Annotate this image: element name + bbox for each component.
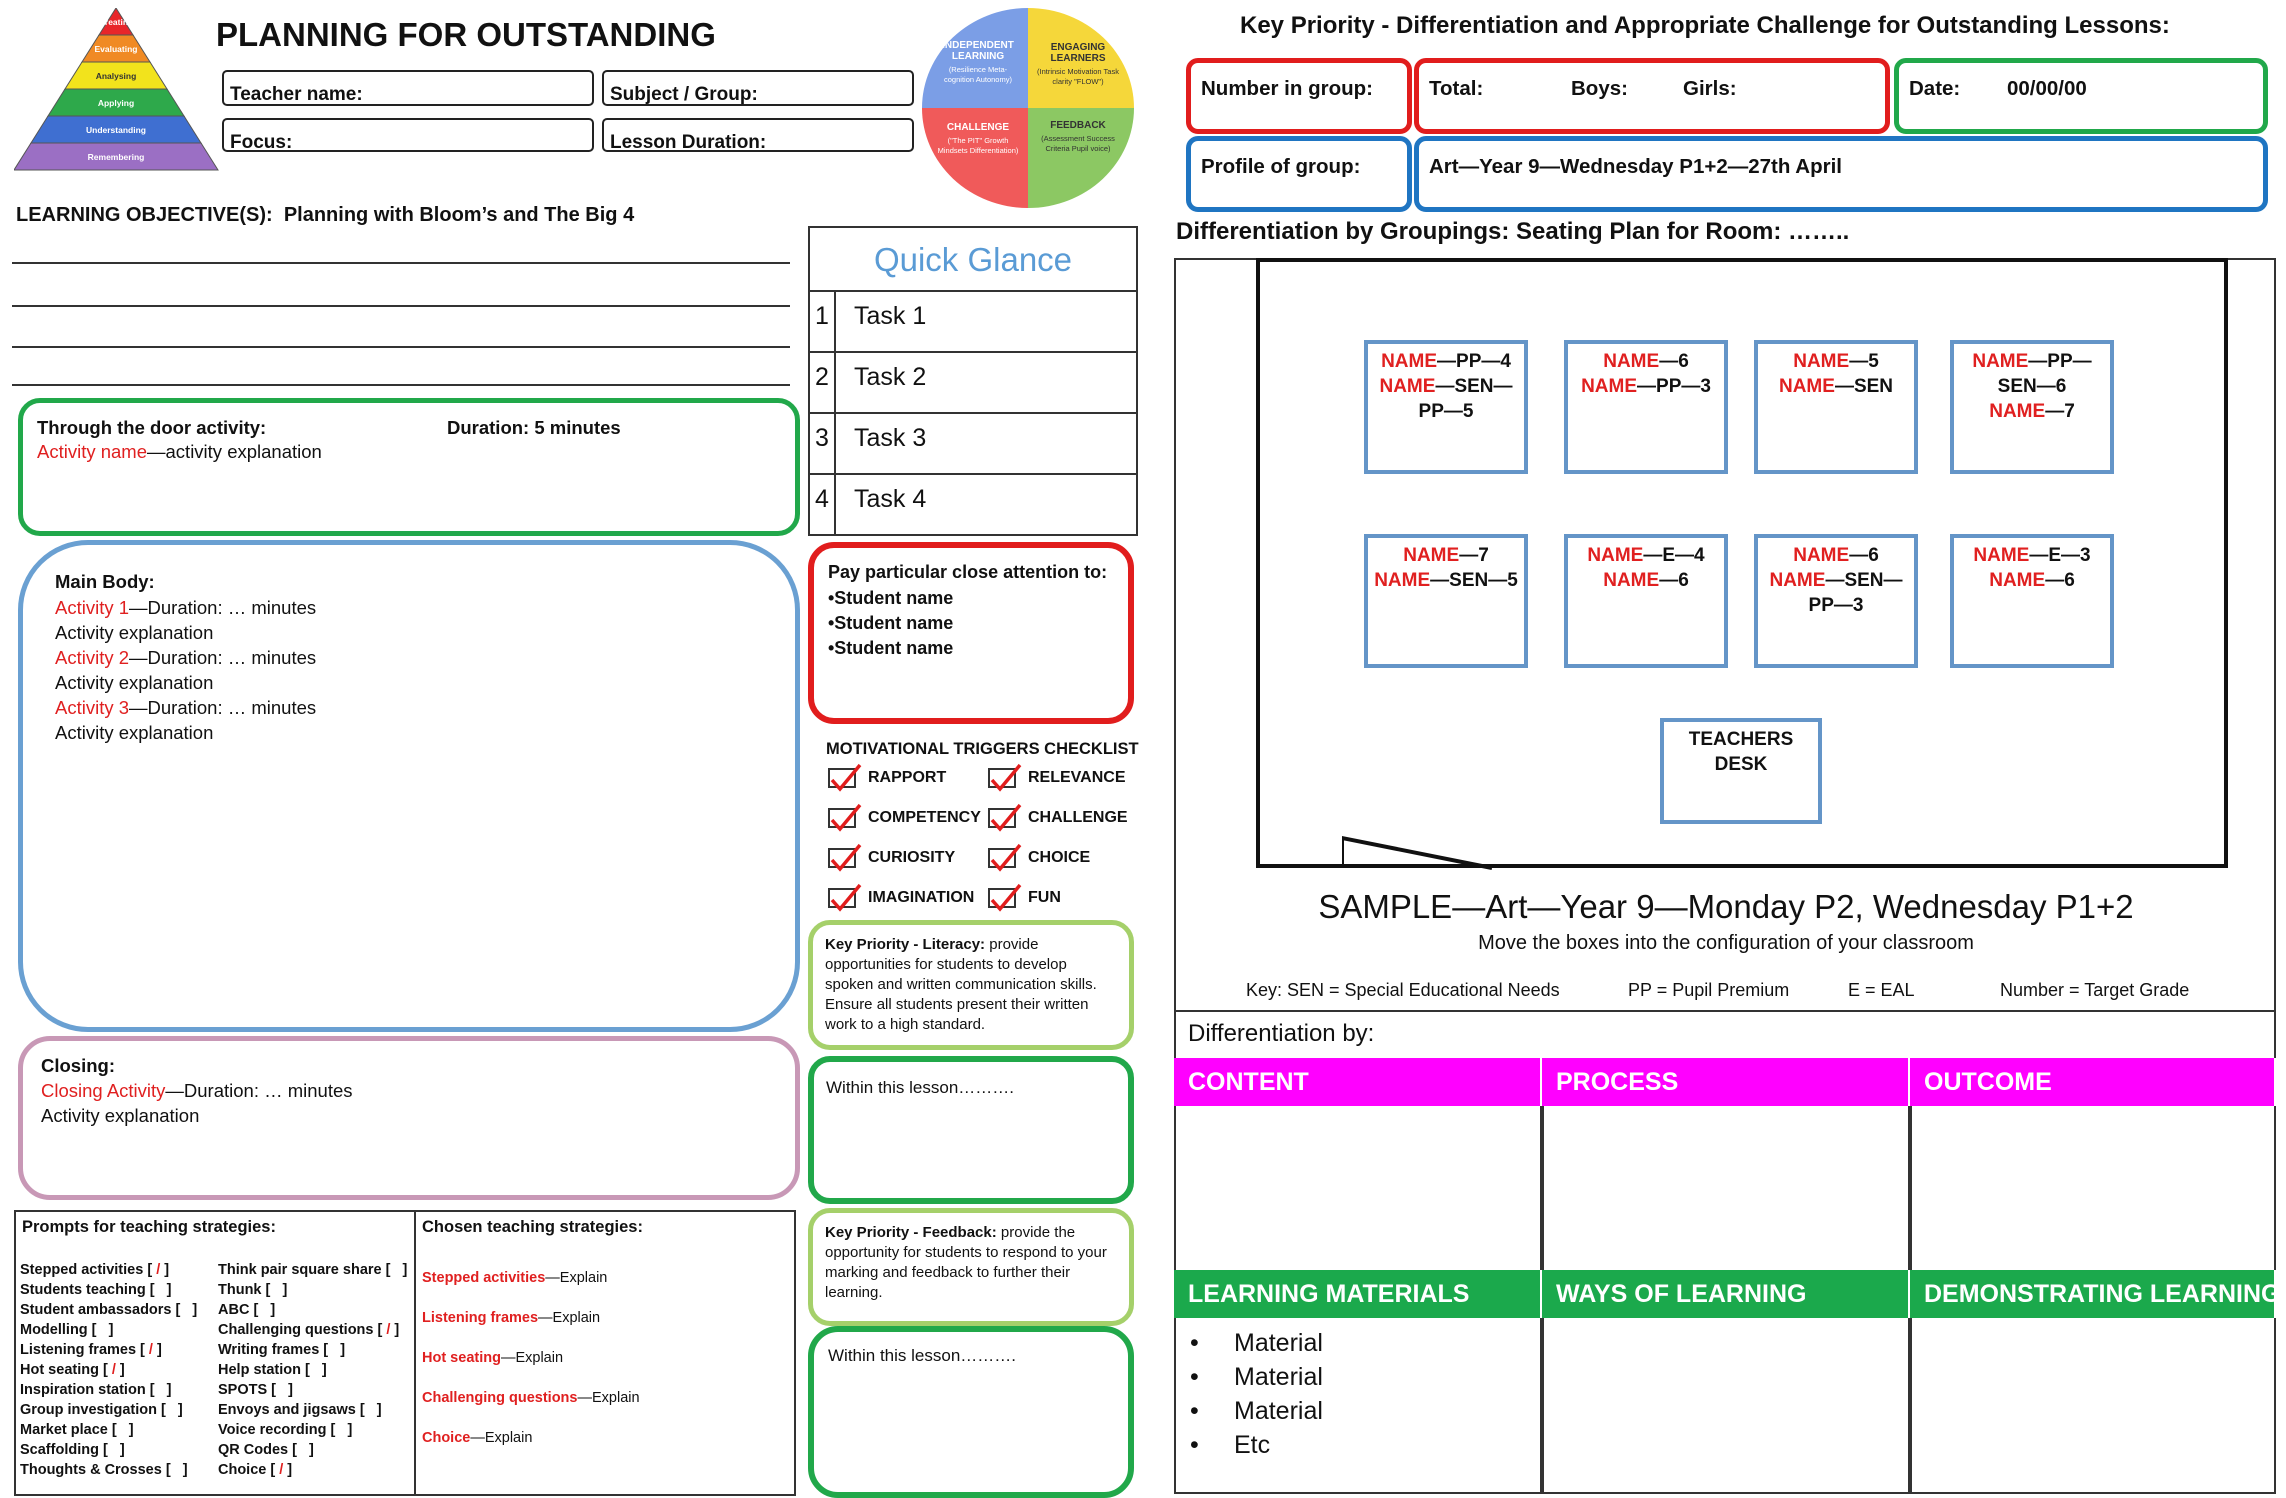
lesson-duration-field[interactable]: Lesson Duration:	[602, 118, 914, 152]
strategy-prompt[interactable]: Students teaching [ ]	[20, 1282, 172, 1298]
strategy-prompt[interactable]: Thunk [ ]	[218, 1282, 288, 1298]
big4-engaging-learners: ENGAGING LEARNERS (Intrinsic Motivation Task clarity "FLOW")	[1028, 8, 1134, 108]
student-desk[interactable]: NAME—5 NAME—SEN	[1754, 340, 1918, 474]
pyramid-label: Analysing	[95, 71, 137, 81]
diff-cell[interactable]	[1174, 1106, 1542, 1270]
within-lesson-text: Within this lesson……….	[826, 1078, 1014, 1097]
divider	[1174, 1010, 2276, 1012]
date-label: Date:	[1909, 77, 1961, 100]
quick-glance-task[interactable]	[808, 292, 1138, 353]
attention-box[interactable]	[808, 542, 1134, 724]
quick-glance-task[interactable]	[808, 414, 1138, 475]
material-item: • Etc	[1190, 1431, 1271, 1459]
strategy-prompt[interactable]: Challenging questions [ / ]	[218, 1322, 400, 1338]
within-lesson-text: Within this lesson……….	[828, 1346, 1016, 1365]
big4-challenge: CHALLENGE ("The PIT" Growth Mindsets Differentiation)	[922, 108, 1028, 208]
strategy-prompt[interactable]: Modelling [ ]	[20, 1322, 114, 1338]
trigger-checkbox[interactable]	[988, 808, 1128, 828]
check-icon[interactable]	[988, 808, 1016, 828]
boys-label: Boys:	[1571, 77, 1628, 100]
prompts-column-1	[20, 1260, 197, 1480]
key-target-grade: Number = Target Grade	[2000, 980, 2190, 1000]
chosen-strategy: Choice—Explain	[422, 1430, 533, 1446]
pyramid-label: Understanding	[86, 125, 146, 135]
student-desk[interactable]: NAME—7 NAME—SEN—5	[1364, 534, 1528, 668]
big4-circle	[922, 8, 1134, 208]
door-duration: Duration: 5 minutes	[447, 417, 621, 438]
date-value: 00/00/00	[2007, 77, 2087, 100]
task-number: 3	[810, 414, 836, 473]
check-icon[interactable]	[828, 768, 856, 788]
chosen-strategies-box[interactable]	[414, 1210, 796, 1496]
quick-glance-task[interactable]	[808, 353, 1138, 414]
material-item: • Material	[1190, 1329, 1323, 1357]
girls-label: Girls:	[1683, 77, 1737, 100]
diff-header: LEARNING MATERIALS	[1174, 1270, 1542, 1318]
task-number: 4	[810, 475, 836, 534]
task-label: Task 3	[854, 424, 927, 452]
date-box[interactable]	[1894, 58, 2268, 134]
trigger-label: IMAGINATION	[868, 889, 975, 907]
student-desk[interactable]: NAME—6 NAME—PP—3	[1564, 340, 1728, 474]
profile-value-box[interactable]	[1414, 136, 2268, 212]
check-icon[interactable]	[828, 888, 856, 908]
within-lesson-box-1[interactable]	[808, 1056, 1134, 1204]
trigger-label: CURIOSITY	[868, 849, 956, 867]
strategy-prompt[interactable]: Stepped activities [ / ]	[20, 1262, 170, 1278]
focus-field[interactable]: Focus:	[222, 118, 594, 152]
chosen-strategy: Stepped activities—Explain	[422, 1270, 608, 1286]
door-activity: Activity name—activity explanation	[37, 441, 322, 462]
blooms-pyramid	[14, 8, 222, 176]
task-label: Task 4	[854, 485, 927, 513]
number-in-group-label: Number in group:	[1201, 77, 1373, 100]
trigger-label: FUN	[1028, 889, 1061, 907]
key-pp: PP = Pupil Premium	[1628, 980, 1790, 1000]
feedback-text: Key Priority - Feedback: provide the opportunity for students to respond to your marking and feedback to further their learning.	[825, 1224, 1107, 1301]
objective-line[interactable]	[12, 262, 790, 264]
student-desk[interactable]: NAME—E—4 NAME—6	[1564, 534, 1728, 668]
trigger-checkbox[interactable]	[828, 848, 955, 868]
strategy-prompt[interactable]: ABC [ ]	[218, 1302, 276, 1318]
diff-cell[interactable]	[1910, 1318, 2276, 1494]
big4-independent-learning: INDEPENDENT LEARNING (Resilience Meta-cognition Autonomy)	[922, 8, 1028, 108]
trigger-label: CHALLENGE	[1028, 809, 1128, 827]
diff-header: CONTENT	[1174, 1058, 1542, 1106]
door-icon	[1342, 832, 1502, 872]
objective-line[interactable]	[12, 346, 790, 348]
main-body-label: Main Body:	[55, 571, 155, 592]
strategy-prompt[interactable]: Scaffolding [ ]	[20, 1442, 125, 1458]
strategy-prompt[interactable]: Thoughts & Crosses [ ]	[20, 1462, 188, 1478]
check-icon[interactable]	[988, 768, 1016, 788]
task-label: Task 2	[854, 363, 927, 391]
main-activity-2: Activity 2—Duration: … minutes	[55, 647, 317, 668]
material-item: • Material	[1190, 1397, 1323, 1425]
main-body-box[interactable]	[18, 540, 800, 1032]
student-desk[interactable]: NAME—E—3 NAME—6	[1950, 534, 2114, 668]
material-item: • Material	[1190, 1363, 1323, 1391]
pyramid-label: Applying	[97, 98, 135, 108]
chosen-strategy: Hot seating—Explain	[422, 1350, 564, 1366]
strategy-prompt[interactable]: Student ambassadors [ ]	[20, 1302, 198, 1318]
literacy-text: Key Priority - Literacy: provide opportunities for students to develop spoken and written communication skills. Ensure all students present their written work to a high standard.	[825, 936, 1097, 1033]
strategy-prompt[interactable]: Group investigation [ ]	[20, 1402, 183, 1418]
closing-label: Closing:	[41, 1055, 115, 1076]
attention-student: •Student name	[828, 613, 954, 633]
sample-caption: SAMPLE—Art—Year 9—Monday P2, Wednesday P1+2	[1318, 888, 2134, 925]
strategy-prompt[interactable]: Writing frames [ ]	[218, 1342, 346, 1358]
student-desk[interactable]: NAME—6 NAME—SEN— PP—3	[1754, 534, 1918, 668]
quick-glance-title: Quick Glance	[808, 226, 1138, 292]
chosen-strategy: Challenging questions—Explain	[422, 1390, 640, 1406]
strategy-prompt[interactable]: Choice [ / ]	[218, 1462, 293, 1478]
task-label: Task 1	[854, 302, 927, 330]
attention-student: •Student name	[828, 588, 954, 608]
teachers-desk[interactable]: TEACHERS DESK	[1660, 718, 1822, 824]
main-activities	[55, 595, 316, 745]
main-activity-1: Activity 1—Duration: … minutes	[55, 597, 317, 618]
diff-cell[interactable]	[1542, 1318, 1910, 1494]
big4-feedback: FEEDBACK (Assessment Success Criteria Pupil voice)	[1028, 108, 1134, 208]
closing-activity: Closing Activity—Duration: … minutes	[41, 1080, 353, 1101]
closing-box[interactable]	[18, 1036, 800, 1200]
profile-label-box	[1186, 136, 1412, 212]
objective-line[interactable]	[12, 384, 790, 386]
attention-student: •Student name	[828, 638, 954, 658]
chosen-title: Chosen teaching strategies:	[422, 1218, 643, 1236]
trigger-checkbox[interactable]	[988, 768, 1126, 788]
check-icon[interactable]	[988, 888, 1016, 908]
profile-value: Art—Year 9—Wednesday P1+2—27th April	[1429, 155, 1843, 178]
diff-cell[interactable]	[1542, 1106, 1910, 1270]
diff-header: DEMONSTRATING LEARNING	[1910, 1270, 2276, 1318]
trigger-label: RELEVANCE	[1028, 769, 1126, 787]
profile-label: Profile of group:	[1201, 155, 1361, 178]
door-label: Through the door activity:	[37, 417, 267, 438]
strategy-prompt[interactable]: SPOTS [ ]	[218, 1382, 293, 1398]
seating-plan-title: Differentiation by Groupings: Seating Plan for Room: ……..	[1176, 218, 1850, 245]
task-number: 2	[810, 353, 836, 412]
number-in-group-box	[1186, 58, 1412, 134]
quick-glance-task[interactable]	[808, 475, 1138, 536]
diff-header: OUTCOME	[1910, 1058, 2276, 1106]
learning-objectives: LEARNING OBJECTIVE(S): Planning with Bloom’s and The Big 4	[16, 204, 635, 226]
trigger-label: COMPETENCY	[868, 809, 981, 827]
main-activity-explain: Activity explanation	[55, 622, 214, 643]
strategy-prompt[interactable]: Market place [ ]	[20, 1422, 134, 1438]
student-desk[interactable]: NAME—PP— SEN—6 NAME—7	[1950, 340, 2114, 474]
strategy-prompt[interactable]: Voice recording [ ]	[218, 1422, 353, 1438]
closing-explain: Activity explanation	[41, 1105, 200, 1126]
prompts-column-2	[218, 1260, 407, 1480]
chosen-strategy: Listening frames—Explain	[422, 1310, 601, 1326]
literacy-box	[808, 920, 1134, 1050]
feedback-box	[808, 1208, 1134, 1326]
within-lesson-box-2[interactable]	[808, 1326, 1134, 1498]
strategy-prompt[interactable]: Listening frames [ / ]	[20, 1342, 162, 1358]
trigger-label: CHOICE	[1028, 849, 1091, 867]
key-sen: Key: SEN = Special Educational Needs	[1246, 980, 1560, 1000]
check-icon[interactable]	[828, 848, 856, 868]
student-desk[interactable]: NAME—PP—4 NAME—SEN— PP—5	[1364, 340, 1528, 474]
attention-title: Pay particular close attention to:	[828, 562, 1108, 582]
prompts-title: Prompts for teaching strategies:	[22, 1218, 276, 1236]
page-title: PLANNING FOR OUTSTANDING	[216, 16, 716, 53]
trigger-checkbox[interactable]	[828, 888, 974, 908]
objective-line[interactable]	[12, 305, 790, 307]
task-number: 1	[810, 292, 836, 351]
diff-cell[interactable]	[1174, 1318, 1542, 1494]
trigger-checkbox[interactable]	[828, 768, 946, 788]
diff-cell[interactable]	[1910, 1106, 2276, 1270]
strategy-prompt[interactable]: Think pair square share [ ]	[218, 1262, 408, 1278]
total-label: Total:	[1429, 77, 1484, 100]
key-eal: E = EAL	[1848, 980, 1915, 1000]
pyramid-label: Creating	[98, 17, 134, 27]
trigger-checkbox[interactable]	[988, 888, 1061, 908]
main-activity-3: Activity 3—Duration: … minutes	[55, 697, 317, 718]
door-activity-box[interactable]	[18, 398, 800, 536]
teacher-name-field[interactable]: Teacher name:	[222, 70, 594, 106]
strategy-prompt[interactable]: Envoys and jigsaws [ ]	[218, 1402, 382, 1418]
diff-header: WAYS OF LEARNING	[1542, 1270, 1910, 1318]
subject-group-field[interactable]: Subject / Group:	[602, 70, 914, 106]
check-icon[interactable]	[988, 848, 1016, 868]
pyramid-label: Evaluating	[94, 44, 138, 54]
trigger-label: RAPPORT	[868, 769, 947, 787]
diff-header: PROCESS	[1542, 1058, 1910, 1106]
prompts-box	[14, 1210, 416, 1496]
chosen-list	[422, 1258, 640, 1458]
strategy-prompt[interactable]: Help station [ ]	[218, 1362, 327, 1378]
pyramid-label: Remembering	[87, 152, 145, 162]
differentiation-by-label: Differentiation by:	[1188, 1020, 1375, 1047]
key-priority-title: Key Priority - Differentiation and Appropriate Challenge for Outstanding Lessons:	[1240, 12, 2170, 39]
strategy-prompt[interactable]: Hot seating [ / ]	[20, 1362, 125, 1378]
strategy-prompt[interactable]: QR Codes [ ]	[218, 1442, 314, 1458]
group-count-box[interactable]	[1414, 58, 1890, 134]
main-activity-explain: Activity explanation	[55, 672, 214, 693]
main-activity-explain: Activity explanation	[55, 722, 214, 743]
attention-students	[828, 586, 953, 661]
check-icon[interactable]	[828, 808, 856, 828]
strategy-prompt[interactable]: Inspiration station [ ]	[20, 1382, 172, 1398]
trigger-checkbox[interactable]	[828, 808, 981, 828]
trigger-checkbox[interactable]	[988, 848, 1090, 868]
triggers-title: MOTIVATIONAL TRIGGERS CHECKLIST	[826, 740, 1139, 758]
move-boxes-instruction: Move the boxes into the configuration of your classroom	[1478, 932, 1974, 954]
